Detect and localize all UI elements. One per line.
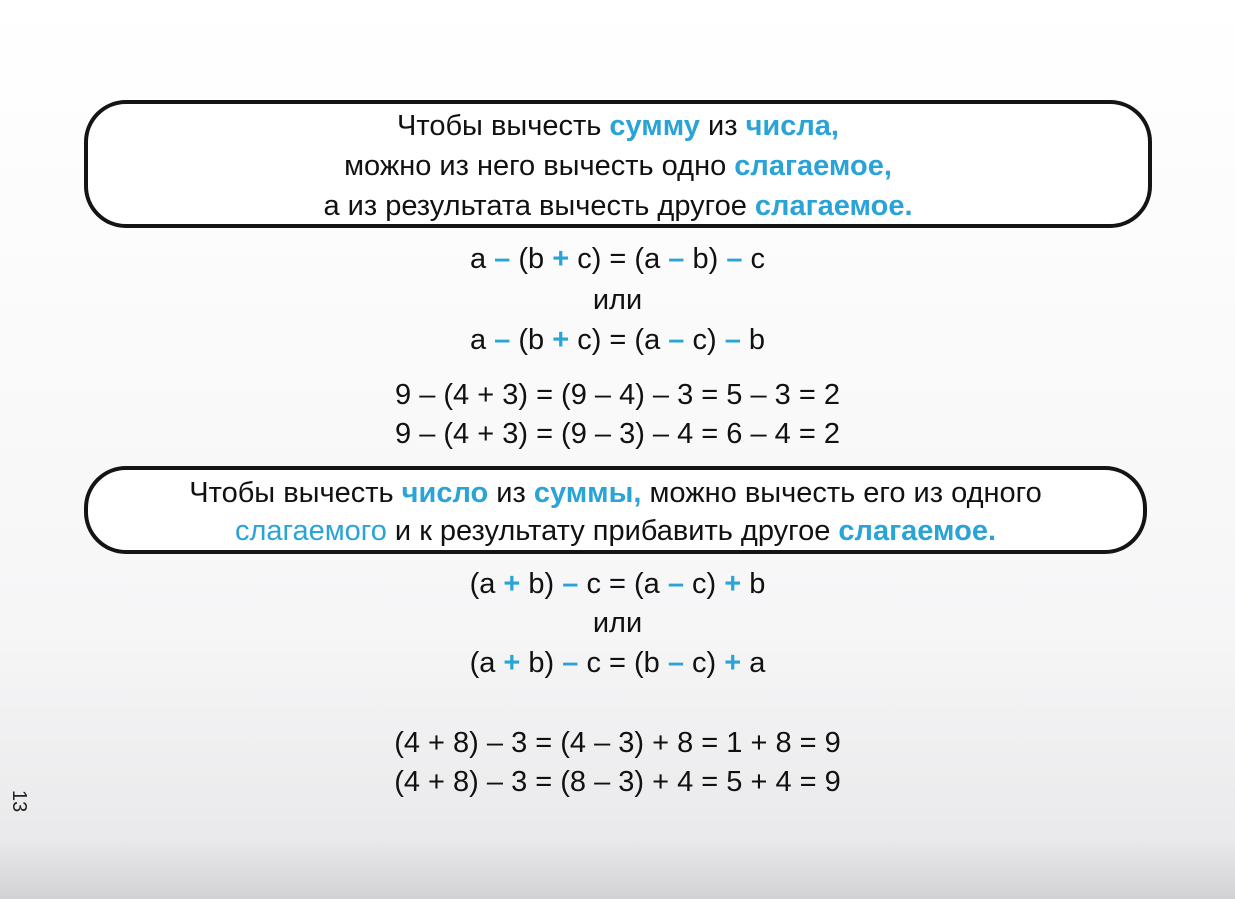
formula-3: (a + b) – c = (a – c) + b	[469, 568, 766, 600]
or-separator-2: или	[592, 607, 643, 639]
rule2-term-addend: слагаемое.	[838, 515, 997, 547]
page-shadow	[0, 839, 1235, 899]
rule2-text: из	[488, 477, 534, 509]
rule2-line2	[88, 512, 1143, 550]
rule2-term-addend: слагаемого	[234, 515, 387, 547]
rule2-text: можно вычесть его из одного	[641, 477, 1042, 509]
rule1-line3	[88, 186, 1148, 226]
rule1-text: из	[699, 110, 746, 142]
rule-box-subtract-number-from-sum	[84, 466, 1147, 554]
page-number: 13	[8, 790, 30, 813]
example-1: 9 – (4 + 3) = (9 – 4) – 3 = 5 – 3 = 2	[395, 379, 840, 411]
or-separator-1: или	[592, 284, 643, 316]
rule2-text: Чтобы вычесть	[189, 477, 402, 509]
rule1-term-addend: слагаемое.	[754, 190, 913, 222]
rule1-line2	[88, 146, 1148, 186]
formula-4: (a + b) – c = (b – c) + a	[469, 647, 766, 679]
rule1-term-number: числа,	[745, 110, 839, 142]
rule1-line1	[88, 106, 1148, 146]
rule2-line1	[88, 474, 1143, 512]
rule2-term-number: число	[401, 477, 489, 509]
rule1-text: можно из него вычесть одно	[344, 150, 735, 182]
rule1-text: Чтобы вычесть	[397, 110, 610, 142]
rule1-term-sum: сумму	[609, 110, 700, 142]
rule2-text: и к результату прибавить другое	[386, 515, 839, 547]
example-2: 9 – (4 + 3) = (9 – 3) – 4 = 6 – 4 = 2	[395, 418, 840, 450]
formula-1: a – (b + c) = (a – b) – c	[469, 243, 766, 275]
rule1-term-addend: слагаемое,	[734, 150, 892, 182]
example-3: (4 + 8) – 3 = (4 – 3) + 8 = 1 + 8 = 9	[394, 727, 841, 759]
example-4: (4 + 8) – 3 = (8 – 3) + 4 = 5 + 4 = 9	[394, 766, 841, 798]
formula-2: a – (b + c) = (a – c) – b	[469, 324, 766, 356]
rule2-term-sum: суммы,	[533, 477, 642, 509]
rule1-text: а из результата вычесть другое	[323, 190, 755, 222]
rule-box-subtract-sum	[84, 100, 1152, 228]
